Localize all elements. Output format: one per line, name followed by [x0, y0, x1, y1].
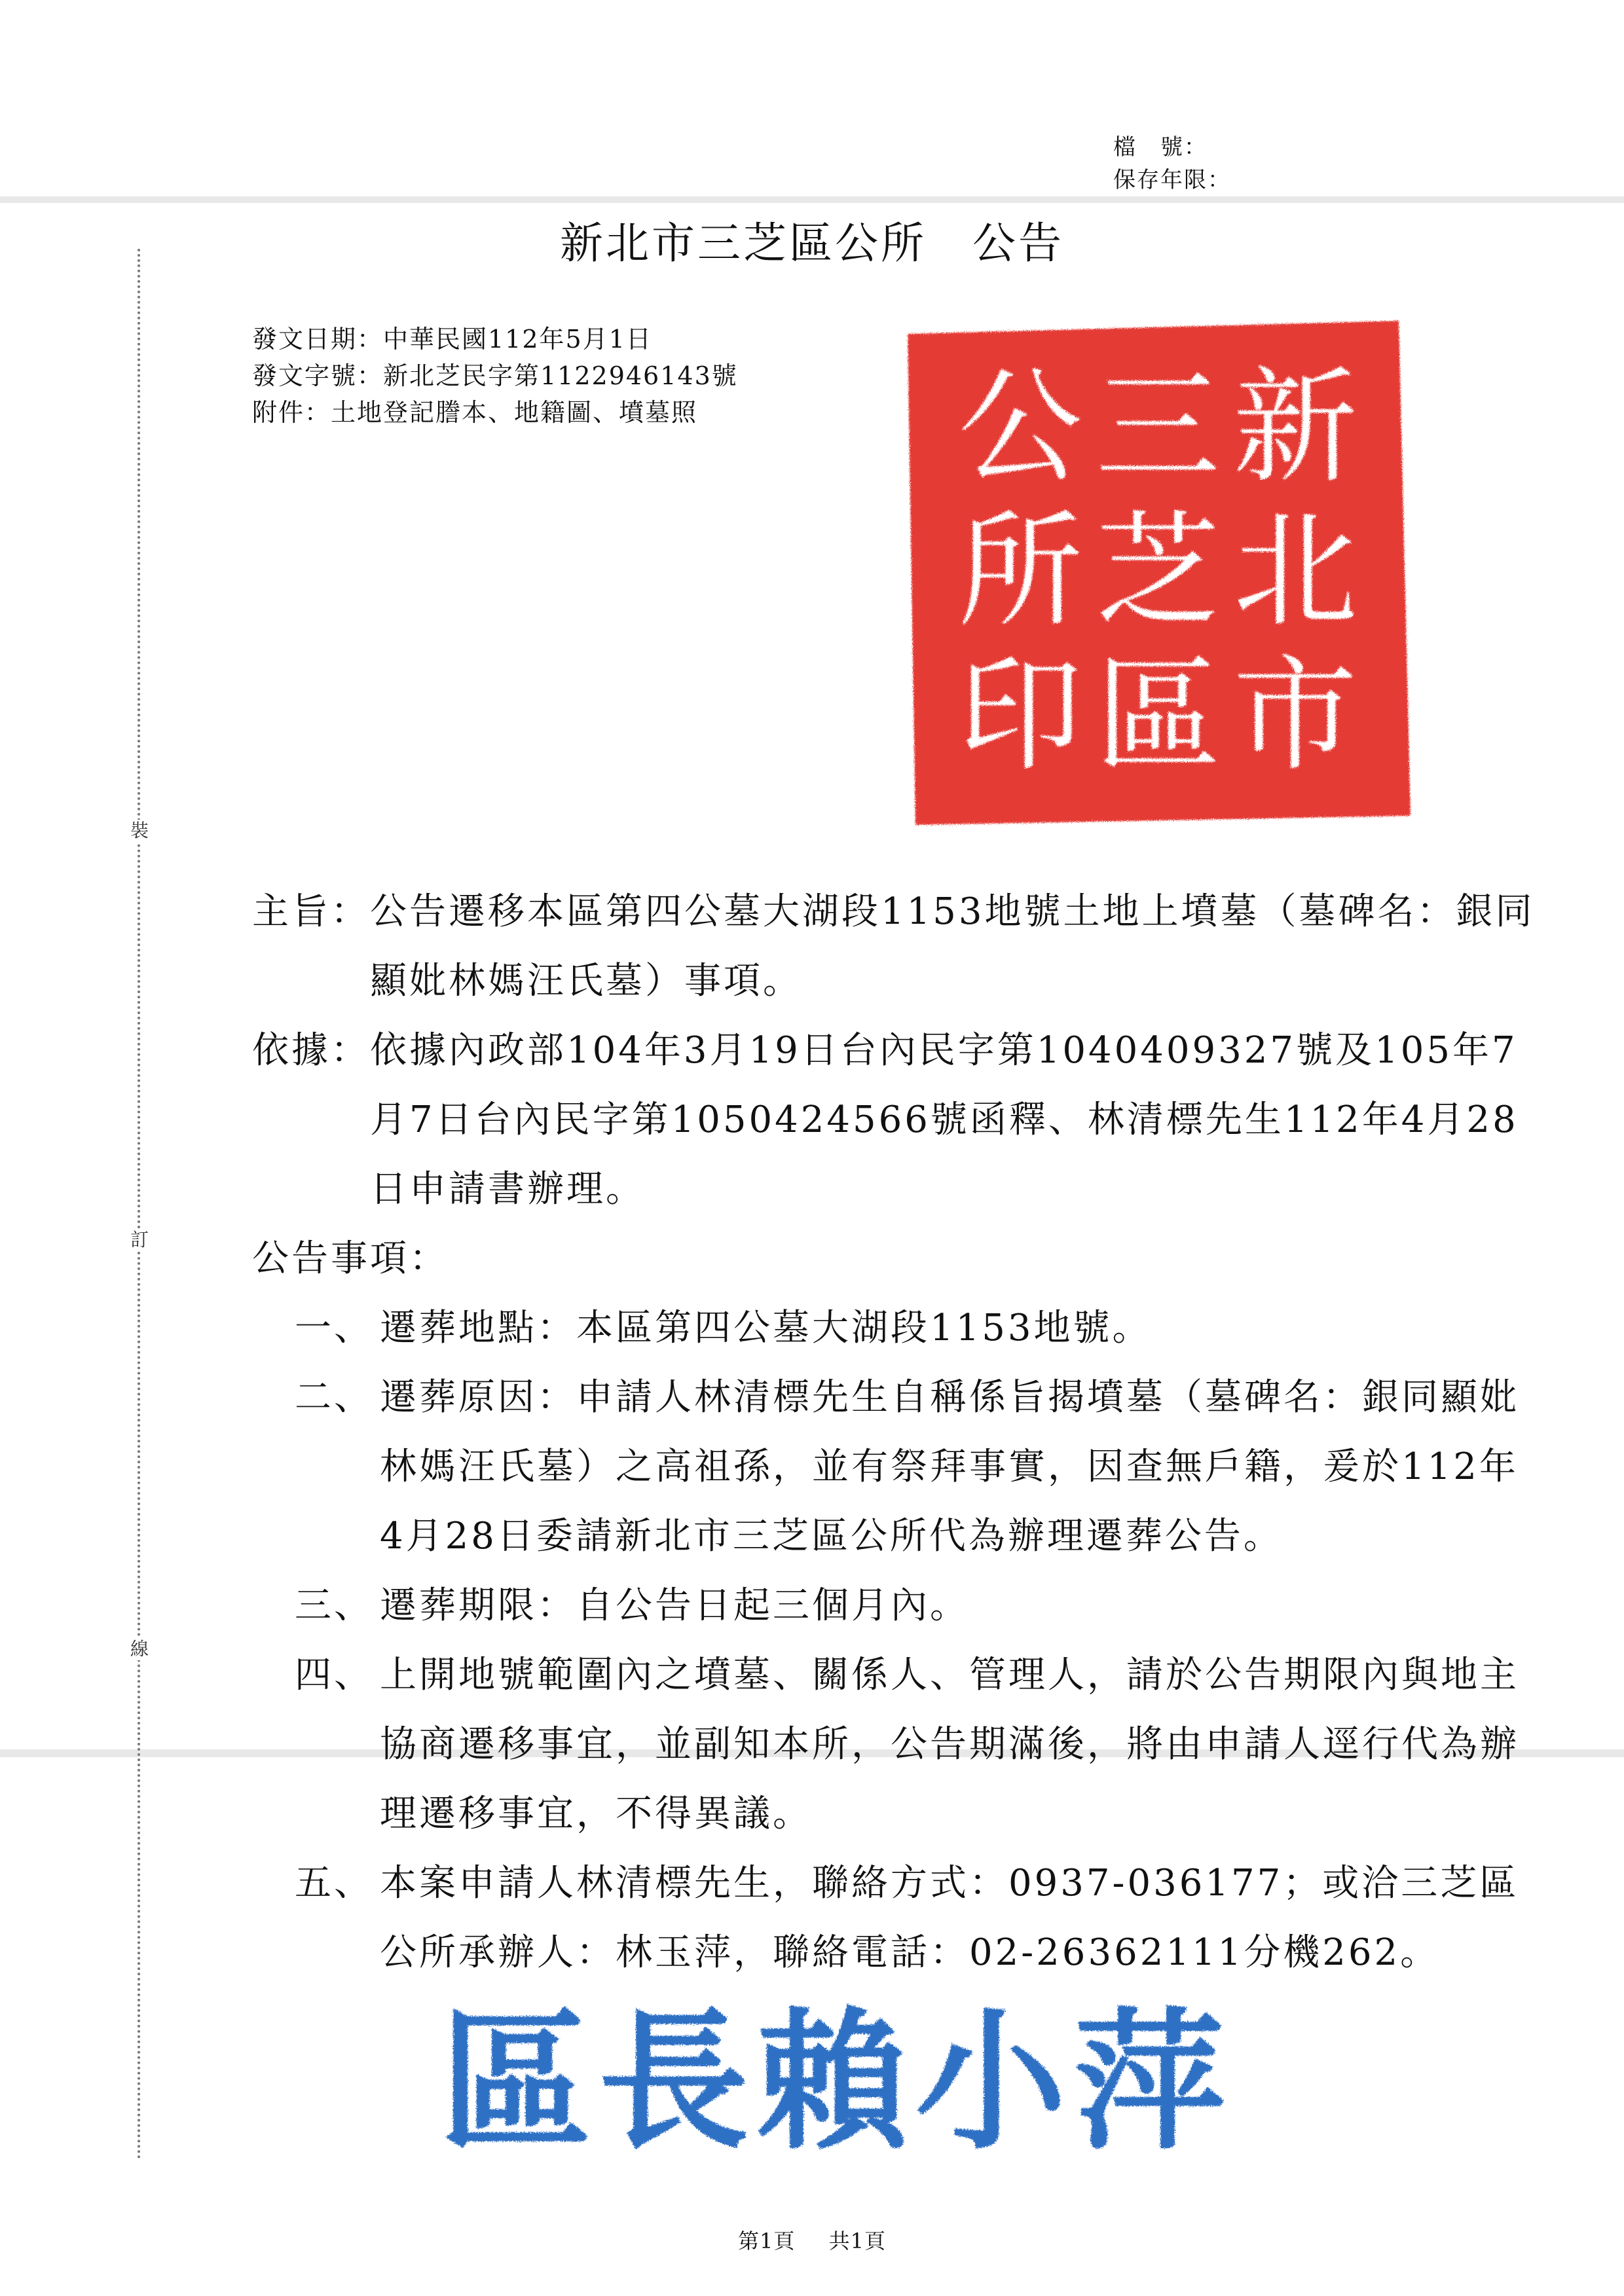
item-text: 遷葬地點：本區第四公墓大湖段1153地號。 — [380, 1307, 1152, 1349]
notice-heading: 公告事項： — [252, 1237, 449, 1280]
page-footer — [0, 2225, 1624, 2255]
signature-text: 區長賴小萍 — [439, 1994, 1233, 2164]
seal-character: 區 — [1095, 643, 1221, 788]
page-number: 第1頁 — [738, 2229, 796, 2253]
notice-item — [295, 1571, 1536, 1641]
signature-stamp — [429, 1994, 1244, 2164]
seal-character: 所 — [957, 499, 1083, 644]
seal-character: 印 — [957, 643, 1083, 788]
notice-body — [252, 877, 1536, 1988]
notice-item — [295, 1849, 1536, 1988]
basis-paragraph — [252, 1016, 1536, 1224]
subject-text: 公告遷移本區第四公墓大湖段1153地號土地上墳墓（墓碑名：銀同顯妣林媽汪氏墓）事項。 — [370, 890, 1535, 1002]
item-text: 遷葬原因：申請人林清標先生自稱係旨揭墳墓（墓碑名：銀同顯妣林媽汪氏墓）之高祖孫，並有祭拜事實，因查無戶籍，爰於112年4月28日委請新北市三芝區公所代為辦理遷葬公告。 — [380, 1376, 1519, 1558]
retention-label: 保存年限： — [1113, 167, 1231, 193]
official-seal — [896, 306, 1414, 830]
seal-character: 公 — [957, 355, 1083, 500]
notice-item — [295, 1641, 1536, 1849]
item-text: 本案申請人林清標先生，聯絡方式：0937-036177；或洽三芝區公所承辦人：林玉萍，聯絡電話：02-26362111分機262。 — [380, 1862, 1519, 1974]
reference-number: 發文字號：新北芝民字第1122946143號 — [252, 361, 738, 390]
file-meta-block — [1113, 131, 1231, 196]
seal-character: 北 — [1232, 499, 1358, 644]
item-text: 上開地號範圍內之墳墓、關係人、管理人，請於公告期限內與地主協商遷移事宜，並副知本所，公告期滿後，將由申請人逕行代為辦理遷移事宜，不得異議。 — [380, 1654, 1519, 1835]
binding-mark-zhuang: 裝 — [128, 820, 151, 842]
item-number: 四、 — [295, 1654, 373, 1696]
item-text: 遷葬期限：自公告日起三個月內。 — [380, 1584, 969, 1627]
file-number-row — [1113, 131, 1231, 164]
attachment-line: 附件：土地登記謄本、地籍圖、墳墓照 — [252, 398, 698, 427]
item-number: 一、 — [295, 1307, 373, 1349]
seal-character: 芝 — [1095, 499, 1221, 644]
scan-artifact-line — [0, 196, 1624, 203]
seal-character: 市 — [1232, 643, 1358, 788]
file-number-label: 檔 號： — [1113, 134, 1208, 160]
document-meta — [252, 321, 738, 431]
seal-character: 新 — [1232, 355, 1358, 500]
binding-line — [138, 249, 143, 2160]
notice-item — [295, 1294, 1536, 1363]
page-total: 共1頁 — [828, 2229, 886, 2253]
retention-row — [1113, 164, 1231, 196]
subject-label: 主旨： — [252, 890, 370, 933]
notice-item — [295, 1363, 1536, 1571]
item-number: 五、 — [295, 1862, 373, 1904]
binding-mark-ding: 訂 — [128, 1229, 151, 1251]
item-number: 二、 — [295, 1376, 373, 1419]
binding-mark-xian: 線 — [128, 1638, 151, 1660]
seal-character: 三 — [1095, 355, 1221, 500]
subject-paragraph — [252, 877, 1536, 1016]
basis-label: 依據： — [252, 1029, 370, 1072]
item-number: 三、 — [295, 1584, 373, 1627]
page-title: 新北市三芝區公所 公告 — [560, 218, 1064, 268]
notice-items — [252, 1294, 1536, 1988]
issue-date: 發文日期：中華民國112年5月1日 — [252, 325, 652, 354]
basis-text: 依據內政部104年3月19日台內民字第1040409327號及105年7月7日台內民字第1050424566號函釋、林清標先生112年4月28日申請書辦理。 — [370, 1029, 1519, 1211]
